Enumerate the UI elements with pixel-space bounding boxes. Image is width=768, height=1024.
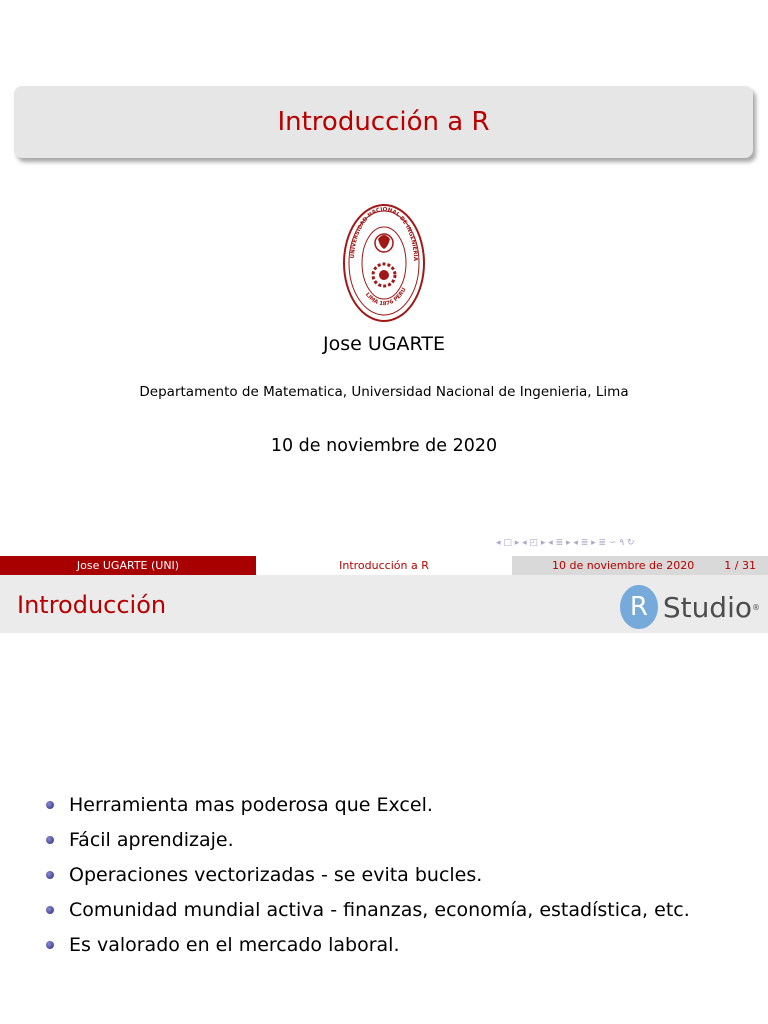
slide-footer <box>0 556 768 575</box>
title-box <box>14 86 753 158</box>
rstudio-wordmark: Studio <box>662 590 752 624</box>
svg-text:LIMA 1876 PERU <box>364 287 408 307</box>
list-item: Comunidad mundial activa - finanzas, economía, estadística, etc. <box>46 897 690 932</box>
footer-date-page <box>512 556 768 575</box>
registered-mark: ® <box>752 602 760 612</box>
bullet-icon <box>46 871 54 879</box>
frame-title-bar <box>0 575 768 633</box>
list-item: Herramienta mas poderosa que Excel. <box>46 792 690 827</box>
bullet-list <box>46 792 690 967</box>
footer-author: Jose UGARTE (UNI) <box>0 556 256 575</box>
footer-title: Introducción a R <box>256 556 512 575</box>
university-seal-logo <box>342 203 426 323</box>
footer-date: 10 de noviembre de 2020 <box>552 559 695 572</box>
rstudio-logo <box>620 584 760 630</box>
bullet-icon <box>46 801 54 809</box>
list-item: Operaciones vectorizadas - se evita bucles. <box>46 862 690 897</box>
list-item: Es valorado en el mercado laboral. <box>46 932 690 967</box>
intro-slide <box>0 575 768 1024</box>
seal-text-top: UNIVERSIDAD NACIONAL DE INGENIERIA <box>350 206 419 262</box>
author-name: Jose UGARTE <box>323 333 445 355</box>
bullet-icon <box>46 941 54 949</box>
frame-title: Introducción <box>17 591 167 619</box>
seal-text-bottom: LIMA 1876 PERU <box>363 286 408 308</box>
bullet-icon <box>46 836 54 844</box>
presentation-title: Introducción a R <box>277 107 490 137</box>
presentation-date: 10 de noviembre de 2020 <box>270 436 498 456</box>
beamer-navigation-icons[interactable]: ◂ □ ▸ ◂ ◰ ▸ ◂ ≣ ▸ ◂ ≣ ▸ ≣ ∽ ۹ ↻ <box>496 538 635 548</box>
list-item: Fácil aprendizaje. <box>46 827 690 862</box>
r-logo-icon: R <box>620 585 658 629</box>
bullet-icon <box>46 906 54 914</box>
footer-page-number: 1 / 31 <box>724 559 756 572</box>
institution: Departamento de Matematica, Universidad Nacional de Ingenieria, Lima <box>139 384 629 400</box>
